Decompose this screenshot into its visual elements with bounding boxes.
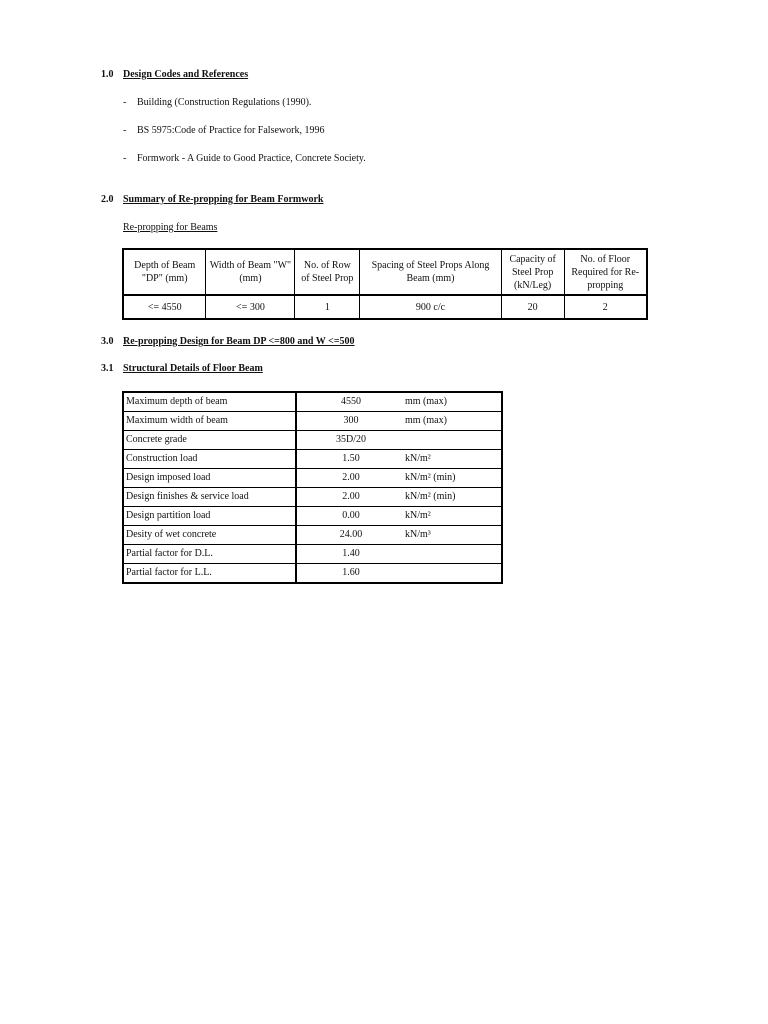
table-row [123, 488, 502, 507]
column-header: Width of Beam "W" (mm) [206, 249, 295, 295]
table-row [123, 564, 502, 584]
section-title: Re-propping Design for Beam DP <=800 and W <=500 [123, 336, 355, 347]
section-heading-3 [101, 336, 355, 347]
table-row [123, 295, 647, 319]
section-heading-2 [101, 194, 323, 205]
property-value: 1.50 [296, 450, 405, 469]
property-unit [405, 564, 502, 584]
column-header: No. of Floor Required for Re-propping [564, 249, 647, 295]
property-unit: kN/m³ [405, 526, 502, 545]
section-heading-3-1 [101, 363, 263, 374]
table-row [123, 392, 502, 412]
section-title: Structural Details of Floor Beam [123, 363, 263, 374]
table-header-row [123, 249, 647, 295]
table-row [123, 545, 502, 564]
column-header: No. of Row of Steel Prop [295, 249, 360, 295]
section-title: Design Codes and References [123, 69, 249, 80]
property-label: Maximum width of beam [123, 412, 296, 431]
property-value: 1.60 [296, 564, 405, 584]
details-table [122, 391, 503, 584]
property-label: Desity of wet concrete [123, 526, 296, 545]
repropping-subtitle: Re-propping for Beams [123, 222, 218, 233]
property-value: 4550 [296, 392, 405, 412]
property-unit: mm (max) [405, 392, 502, 412]
table-cell: 1 [295, 295, 360, 319]
table-cell: <= 4550 [123, 295, 206, 319]
property-value: 35D/20 [296, 431, 405, 450]
property-unit [405, 431, 502, 450]
property-unit: kN/m² [405, 450, 502, 469]
table-row [123, 469, 502, 488]
reference-text: Formwork - A Guide to Good Practice, Concrete Society. [137, 153, 366, 164]
table-row [123, 507, 502, 526]
table-row [123, 526, 502, 545]
section-number: 3.0 [101, 336, 114, 347]
property-unit [405, 545, 502, 564]
column-header: Depth of Beam "DP" (mm) [123, 249, 206, 295]
table-row [123, 431, 502, 450]
property-value: 300 [296, 412, 405, 431]
table-row [123, 412, 502, 431]
property-value: 0.00 [296, 507, 405, 526]
property-value: 1.40 [296, 545, 405, 564]
table-cell: 900 c/c [360, 295, 502, 319]
property-label: Construction load [123, 450, 296, 469]
bullet-dash: - [123, 97, 127, 108]
property-label: Design imposed load [123, 469, 296, 488]
section-heading-1 [101, 69, 248, 80]
bullet-dash: - [123, 125, 127, 136]
reference-item [123, 125, 324, 136]
section-number: 3.1 [101, 363, 114, 374]
property-label: Design partition load [123, 507, 296, 526]
reference-text: Building (Construction Regulations (1990). [137, 97, 312, 108]
property-label: Maximum depth of beam [123, 392, 296, 412]
property-unit: kN/m² (min) [405, 469, 502, 488]
property-value: 2.00 [296, 469, 405, 488]
property-unit: kN/m² (min) [405, 488, 502, 507]
reference-text: BS 5975:Code of Practice for Falsework, 1996 [137, 125, 325, 136]
section-number: 1.0 [101, 69, 114, 80]
table-cell: 20 [501, 295, 564, 319]
table-cell: <= 300 [206, 295, 295, 319]
bullet-dash: - [123, 153, 127, 164]
property-value: 2.00 [296, 488, 405, 507]
property-label: Partial factor for D.L. [123, 545, 296, 564]
table-cell: 2 [564, 295, 647, 319]
section-title: Summary of Re-propping for Beam Formwork [123, 194, 324, 205]
property-label: Concrete grade [123, 431, 296, 450]
summary-table [122, 248, 648, 320]
table-row [123, 450, 502, 469]
column-header: Spacing of Steel Props Along Beam (mm) [360, 249, 502, 295]
section-number: 2.0 [101, 194, 114, 205]
property-label: Design finishes & service load [123, 488, 296, 507]
reference-item [123, 97, 311, 108]
property-unit: kN/m² [405, 507, 502, 526]
column-header: Capacity of Steel Prop (kN/Leg) [501, 249, 564, 295]
property-value: 24.00 [296, 526, 405, 545]
property-unit: mm (max) [405, 412, 502, 431]
reference-item [123, 153, 366, 164]
property-label: Partial factor for L.L. [123, 564, 296, 584]
